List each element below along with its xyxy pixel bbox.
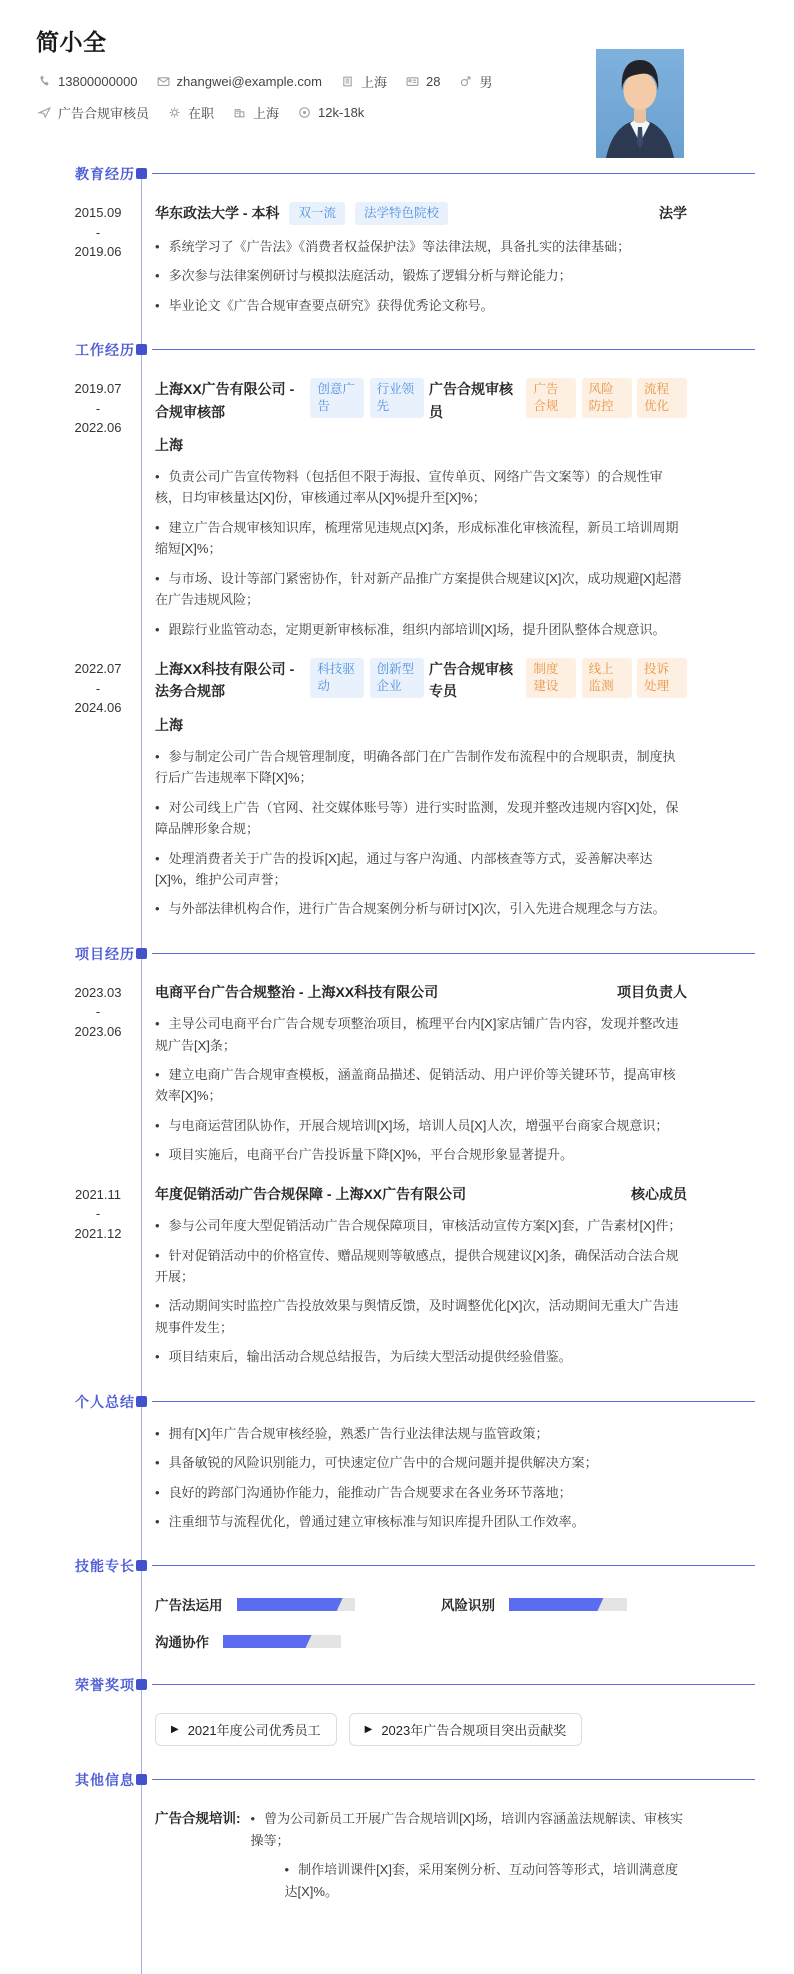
skill-name: 广告法运用 (155, 1598, 223, 1614)
bullet-item (155, 1245, 687, 1288)
section-title: 教育经历 (75, 166, 135, 182)
bullet-item (155, 517, 687, 560)
bullet-dot: • (155, 1247, 160, 1263)
date-range (58, 983, 138, 1042)
section-header (0, 1392, 794, 1412)
date-start: 2023.03 (74, 984, 122, 1000)
job-location: 上海 (155, 716, 183, 733)
bullet-item (155, 236, 687, 257)
honor-badge-button[interactable] (155, 1713, 337, 1746)
bullet-item (155, 1482, 687, 1503)
item-role-label: 项目负责人 (617, 984, 687, 1001)
timeline-item (74, 202, 687, 316)
job-title: 广告合规审核专员 (428, 661, 513, 700)
bullet-list (155, 1215, 687, 1368)
bullet-item (155, 1295, 687, 1338)
bullet-dot: • (155, 1298, 160, 1314)
contact-item (38, 103, 149, 122)
section-content (155, 1713, 687, 1746)
contact-text: 广告合规审核员 (58, 106, 150, 121)
timeline-item (74, 1184, 687, 1368)
date-start: 2021.11 (74, 1186, 122, 1202)
status-icon (168, 106, 181, 119)
bullet-item (155, 1215, 687, 1236)
section-title: 个人总结 (75, 1393, 135, 1410)
bullet-text: 参与公司年度大型促销活动广告合规保障项目，审核活动宣传方案[X]套，广告素材[X]件； (168, 1218, 682, 1234)
bullet-text: 主导公司电商平台广告合规专项整治项目，梳理平台内[X]家店铺广告内容，发现并整改违规广告[X]条； (155, 1016, 679, 1053)
timeline-node-icon (136, 1396, 147, 1407)
bullet-dot: • (155, 1067, 160, 1083)
date-start: 2022.07 (74, 661, 122, 677)
bullet-text: 处理消费者关于广告的投诉[X]起，通过与客户沟通、内部核查等方式，妥善解决率达[X]%，维护公司声誉； (155, 850, 653, 887)
resume-page (0, 24, 794, 1899)
section-summary (0, 1392, 794, 1533)
skill-item (441, 1594, 687, 1614)
gender-icon (459, 75, 472, 88)
job-location: 上海 (155, 436, 183, 453)
date-separator: - (95, 1004, 101, 1020)
bullet-item (155, 1346, 687, 1367)
bullet-text: 建立电商广告合规审查模板，涵盖商品描述、促销活动、用户评价等关键环节，提高审核效率[X]%； (155, 1067, 676, 1104)
contact-item (157, 74, 322, 89)
item-title: 华东政法大学 - 本科 (155, 205, 280, 222)
age-icon (406, 75, 419, 88)
date-end: 2022.06 (74, 420, 122, 436)
candidate-name: 简小全 (36, 29, 107, 55)
date-end: 2019.06 (74, 244, 122, 259)
bullet-item (251, 1859, 688, 1902)
bullet-text: 对公司线上广告（官网、社交媒体账号等）进行实时监测，发现并整改违规内容[X]处，保障品牌形象合规； (155, 799, 679, 837)
job-header (155, 378, 687, 423)
section-header (0, 164, 794, 184)
bullet-text: 注重细节与流程优化，曾通过建立审核标准与知识库提升团队工作效率。 (168, 1514, 585, 1530)
bullet-item (155, 619, 687, 640)
bullet-dot: • (155, 468, 160, 484)
honor-badges (155, 1713, 687, 1746)
item-header (155, 202, 687, 225)
date-separator: - (95, 680, 101, 696)
contact-text: 上海 (253, 106, 280, 121)
bullet-list (155, 466, 687, 640)
contact-text: 在职 (188, 106, 215, 121)
item-tag: 法学特色院校 (355, 202, 448, 225)
timeline-node-icon (136, 1774, 147, 1785)
bullet-item (155, 848, 687, 891)
resume-header (0, 24, 794, 122)
section-title: 荣誉奖项 (75, 1677, 135, 1694)
section-title: 技能专长 (75, 1558, 135, 1575)
skill-item (155, 1594, 441, 1614)
date-range (58, 1185, 138, 1244)
company-tag: 行业领先 (370, 378, 424, 418)
date-separator: - (95, 224, 101, 240)
skill-name: 沟通协作 (155, 1635, 209, 1651)
bullet-item (155, 295, 687, 316)
section-honors (0, 1675, 794, 1746)
bullet-dot: • (155, 519, 160, 535)
bullet-dot: • (155, 1514, 160, 1530)
position-icon (38, 106, 51, 119)
skill-bar-fill (223, 1635, 312, 1648)
timeline-node-icon (136, 1560, 147, 1571)
mail-icon (157, 75, 170, 88)
contact-item (406, 74, 440, 89)
company-tag: 创意广告 (310, 378, 364, 418)
bullet-dot: • (155, 1147, 160, 1163)
contact-text: 上海 (360, 75, 387, 90)
profile-photo (596, 49, 684, 158)
skill-tag: 流程优化 (637, 378, 687, 418)
bullet-text: 具备敏锐的风险识别能力，可快速定位广告中的合规问题并提供解决方案； (168, 1455, 598, 1471)
section-header (0, 340, 794, 360)
timeline-item (74, 658, 687, 920)
bullet-dot: • (155, 238, 160, 254)
skill-bar-track (223, 1635, 341, 1648)
contact-item (38, 74, 138, 89)
other-bullet-list (251, 1808, 688, 1910)
honor-badge-label: 2021年度公司优秀员工 (187, 1723, 321, 1739)
bullet-text: 针对促销活动中的价格宣传、赠品规则等敏感点，提供合规建议[X]条，确保活动合法合规开展； (155, 1247, 679, 1284)
bullet-text: 建立广告合规审核知识库，梳理常见违规点[X]条，形成标准化审核流程，新员工培训周期缩短[X]%； (155, 519, 679, 557)
job-title: 广告合规审核员 (428, 381, 513, 420)
job-header (155, 658, 687, 703)
section-content (74, 202, 687, 316)
item-title: 电商平台广告合规整治 - 上海XX科技有限公司 (155, 983, 439, 1000)
bullet-list (155, 746, 687, 920)
company-tag: 科技驱动 (310, 658, 364, 698)
item-role-label: 法学 (659, 205, 687, 222)
section-content (155, 1423, 687, 1533)
bullet-text: 良好的跨部门沟通协作能力，能推动广告合规要求在各业务环节落地； (168, 1484, 572, 1500)
date-end: 2023.06 (74, 1023, 122, 1039)
timeline-node-icon (136, 168, 147, 179)
phone-icon (38, 75, 51, 88)
bullet-dot: • (155, 850, 160, 866)
bullet-dot: • (155, 1117, 160, 1133)
date-range (58, 379, 138, 438)
bullet-list (155, 1013, 687, 1166)
item-tag: 双一流 (289, 202, 345, 225)
resume-body (0, 164, 794, 1974)
timeline-node-icon (136, 948, 147, 959)
play-icon: ▶ (171, 1724, 179, 1736)
bullet-item (155, 568, 687, 611)
bullet-dot: • (250, 1811, 256, 1827)
bullet-dot: • (155, 1218, 160, 1234)
contact-text: zhangwei@example.com (176, 74, 322, 89)
date-separator: - (95, 400, 101, 416)
bullet-dot: • (155, 621, 160, 637)
bullet-dot: • (155, 748, 160, 764)
section-content (74, 378, 687, 920)
contact-item (233, 103, 279, 122)
section-divider (152, 349, 755, 350)
section-project (0, 944, 794, 1368)
honor-badge-label: 2023年广告合规项目突出贡献奖 (381, 1723, 567, 1739)
bullet-item (155, 898, 687, 919)
contact-item (298, 105, 364, 120)
date-range (58, 203, 138, 262)
bullet-item (155, 1423, 687, 1444)
bullet-dot: • (155, 1484, 160, 1500)
bullet-text: 跟踪行业监管动态，定期更新审核标准，组织内部培训[X]场，提升团队整体合规意识。 (168, 621, 666, 637)
section-divider (152, 953, 755, 954)
bullet-text: 项目结束后，输出活动合规总结报告，为后续大型活动提供经验借鉴。 (168, 1349, 572, 1365)
bullet-text: 曾为公司新员工开展广告合规培训[X]场，培训内容涵盖法规解读、审核实操等； (250, 1811, 683, 1848)
timeline-node-icon (136, 1679, 147, 1690)
bullet-text: 拥有[X]年广告合规审核经验，熟悉广告行业法律法规与监管政策； (168, 1425, 549, 1441)
company-tag: 创新型企业 (370, 658, 424, 698)
bullet-text: 项目实施后，电商平台广告投诉量下降[X]%，平台合规形象显著提升。 (168, 1147, 574, 1163)
timeline-item (74, 378, 687, 640)
bullet-item (155, 1144, 687, 1165)
bullet-text: 与外部法律机构合作，进行广告合规案例分析与研讨[X]次，引入先进合规理念与方法。 (168, 901, 666, 917)
skill-bar-track (237, 1598, 355, 1611)
skill-tag: 线上监测 (582, 658, 632, 698)
bullet-item (155, 466, 687, 509)
honor-badge-button[interactable] (349, 1713, 583, 1746)
bullet-item (251, 1808, 688, 1851)
skill-item (155, 1631, 441, 1651)
bullet-text: 活动期间实时监控广告投放效果与舆情反馈，及时调整优化[X]次，活动期间无重大广告违规事件发生； (155, 1298, 679, 1335)
profile-photo-image (596, 49, 684, 158)
bullet-dot: • (155, 1349, 160, 1365)
section-work (0, 340, 794, 920)
section-header (0, 944, 794, 964)
bullet-text: 与电商运营团队协作，开展合规培训[X]场，培训人员[X]人次，增强平台商家合规意识； (168, 1117, 669, 1133)
bullet-dot: • (155, 901, 160, 917)
item-header (155, 982, 687, 1002)
salary-icon (298, 106, 311, 119)
bullet-text: 多次参与法律案例研讨与模拟法庭活动，锻炼了逻辑分析与辩论能力； (168, 268, 572, 284)
bullet-text: 系统学习了《广告法》《消费者权益保护法》等法律法规，具备扎实的法律基础； (168, 238, 631, 254)
bullet-list (155, 1423, 687, 1533)
section-other (0, 1770, 794, 1910)
skill-tag: 广告合规 (526, 378, 576, 418)
bullet-item (155, 1115, 687, 1136)
section-education (0, 164, 794, 316)
section-divider (152, 1684, 755, 1685)
skill-bar-fill (237, 1598, 343, 1611)
bullet-text: 负责公司广告宣传物料（包括但不限于海报、宣传单页、网络广告文案等）的合规性审核，日均审核量达[X]份，审核通过率从[X]%提升至[X]%； (155, 468, 663, 506)
contact-item (341, 72, 387, 91)
section-divider (152, 1565, 755, 1566)
sections-container (0, 164, 794, 1910)
location-icon (341, 75, 354, 88)
skill-name: 风险识别 (441, 1598, 495, 1614)
company-name: 上海XX广告有限公司 - 合规审核部 (155, 381, 295, 420)
item-role-label: 核心成员 (631, 1185, 687, 1202)
bullet-dot: • (155, 268, 160, 284)
contact-text: 13800000000 (58, 74, 138, 89)
bullet-text: 毕业论文《广告合规审查要点研究》获得优秀论文称号。 (168, 297, 494, 313)
bullet-dot: • (155, 799, 160, 815)
bullet-item (155, 265, 687, 286)
section-divider (152, 1401, 755, 1402)
skill-tag: 风险防控 (582, 378, 632, 418)
other-info-label: 广告合规培训: (155, 1811, 241, 1827)
bullet-text: 参与制定公司广告合规管理制度，明确各部门在广告制作发布流程中的合规职责，制度执行后广告违规率下降[X]%； (155, 748, 676, 786)
contact-item (168, 103, 214, 122)
contact-item (459, 72, 492, 91)
section-title: 工作经历 (75, 342, 135, 359)
section-divider (152, 1779, 755, 1780)
contact-text: 12k-18k (318, 105, 365, 120)
bullet-list (155, 236, 687, 316)
bullet-item (155, 746, 687, 789)
bullet-item (155, 1064, 687, 1107)
skill-bar-fill (509, 1598, 603, 1611)
other-info-row (155, 1808, 687, 1910)
bullet-dot: • (155, 1425, 160, 1441)
skill-tag: 制度建设 (526, 658, 576, 698)
section-content (155, 1808, 687, 1910)
skills-grid (155, 1594, 687, 1651)
bullet-item (155, 1511, 687, 1532)
date-range (58, 659, 138, 718)
play-icon: ▶ (364, 1724, 373, 1736)
date-separator: - (95, 1206, 101, 1222)
contact-text: 28 (425, 74, 441, 89)
section-header (0, 1770, 794, 1790)
timeline-node-icon (136, 344, 147, 355)
timeline-item (74, 982, 687, 1166)
bullet-item (155, 797, 687, 840)
city-icon (233, 106, 246, 119)
skill-bar-track (509, 1598, 627, 1611)
section-header (0, 1556, 794, 1576)
company-name: 上海XX科技有限公司 - 法务合规部 (155, 661, 295, 700)
item-header (155, 1184, 687, 1204)
date-end: 2021.12 (74, 1225, 122, 1241)
bullet-dot: • (155, 1455, 160, 1471)
section-skills (0, 1556, 794, 1651)
date-start: 2019.07 (74, 381, 122, 397)
section-content (74, 982, 687, 1368)
bullet-dot: • (155, 297, 160, 313)
section-title: 项目经历 (75, 945, 135, 962)
section-header (0, 1675, 794, 1695)
bullet-dot: • (284, 1862, 290, 1878)
section-title: 其他信息 (75, 1772, 135, 1789)
contact-text: 男 (479, 75, 493, 90)
bullet-text: 与市场、设计等部门紧密协作，针对新产品推广方案提供合规建议[X]次，成功规避[X]起潜在广告违规风险； (155, 570, 682, 608)
bullet-item (155, 1452, 687, 1473)
bullet-item (155, 1013, 687, 1056)
date-start: 2015.09 (74, 205, 122, 220)
section-content (155, 1594, 687, 1651)
bullet-text: 制作培训课件[X]套，采用案例分析、互动问答等形式，培训满意度达[X]%。 (284, 1862, 678, 1899)
bullet-dot: • (155, 1016, 160, 1032)
skill-tag: 投诉处理 (637, 658, 687, 698)
section-divider (152, 173, 755, 174)
bullet-dot: • (155, 570, 160, 586)
item-title: 年度促销活动广告合规保障 - 上海XX广告有限公司 (155, 1185, 467, 1202)
date-end: 2024.06 (74, 700, 122, 716)
